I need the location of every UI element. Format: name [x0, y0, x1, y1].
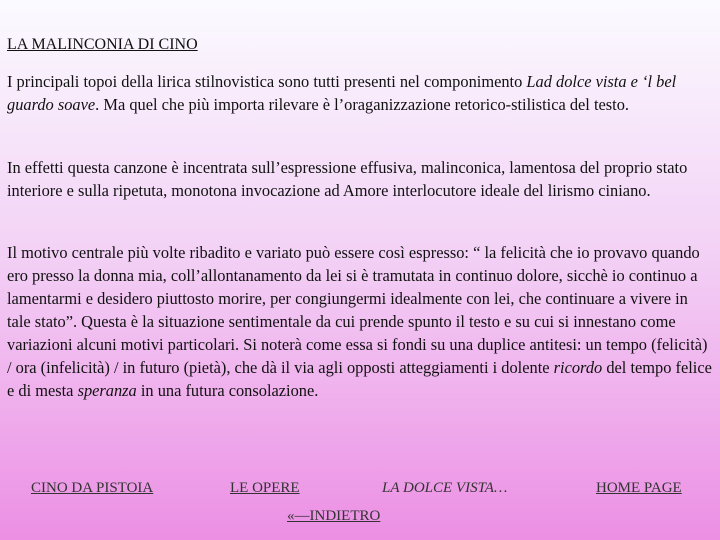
text: I principali topoi della lirica stilnovistica sono tutti presenti nel componimento	[7, 72, 527, 91]
keyword-ricordo: ricordo	[553, 358, 603, 377]
text: In effetti questa canzone è incentrata sull’espressione effusiva, malinconica, lamentosa del proprio stato interiore e sulla ripetuta, monotona invocazione ad Amore interlocutore ideale del lirismo ciniano.	[7, 158, 688, 200]
nav-link-cino-da-pistoia[interactable]: CINO DA PISTOIA	[31, 480, 154, 496]
poem-title: Lad dolce vista e ‘l bel guardo soave	[7, 72, 677, 114]
text: . Ma quel che più importa rilevare è l’oraganizzazione retorico-stilistica del testo.	[95, 95, 630, 114]
text: in una futura consolazione.	[136, 381, 319, 400]
paragraph-intro	[7, 70, 713, 116]
text: del tempo felice e di mesta	[7, 358, 712, 400]
nav-link-back[interactable]: «—INDIETRO	[287, 508, 381, 524]
text: Il motivo centrale più volte ribadito e variato può essere così espresso: “ la felicità che io provavo quando ero presso la donna mia, coll’allontanamento da lei si è tramutata in continuo dolore, sicchè io continuo a lamentarmi e desidero piuttosto morire, per congiungermi idealmente con lei, che continuare a vivere in tale stato”. Questa è la situazione sentimentale da cui prende spunto il testo e su cui si innestano come variazioni alcuni motivi particolari. Si noterà come essa si fondi su una duplice antitesi: un tempo (felicità) / ora (infelicità) / in futuro (pietà), che dà il via agli opposti atteggiamenti i dolente	[7, 243, 708, 377]
nav-link-la-dolce-vista[interactable]: LA DOLCE VISTA…	[382, 480, 508, 496]
keyword-speranza: speranza	[77, 381, 137, 400]
paragraph-motif	[7, 241, 713, 402]
page-title: LA MALINCONIA DI CINO	[7, 36, 198, 53]
paragraph-theme	[7, 156, 713, 202]
nav-link-home-page[interactable]: HOME PAGE	[596, 480, 682, 496]
nav-link-le-opere[interactable]: LE OPERE	[230, 480, 300, 496]
